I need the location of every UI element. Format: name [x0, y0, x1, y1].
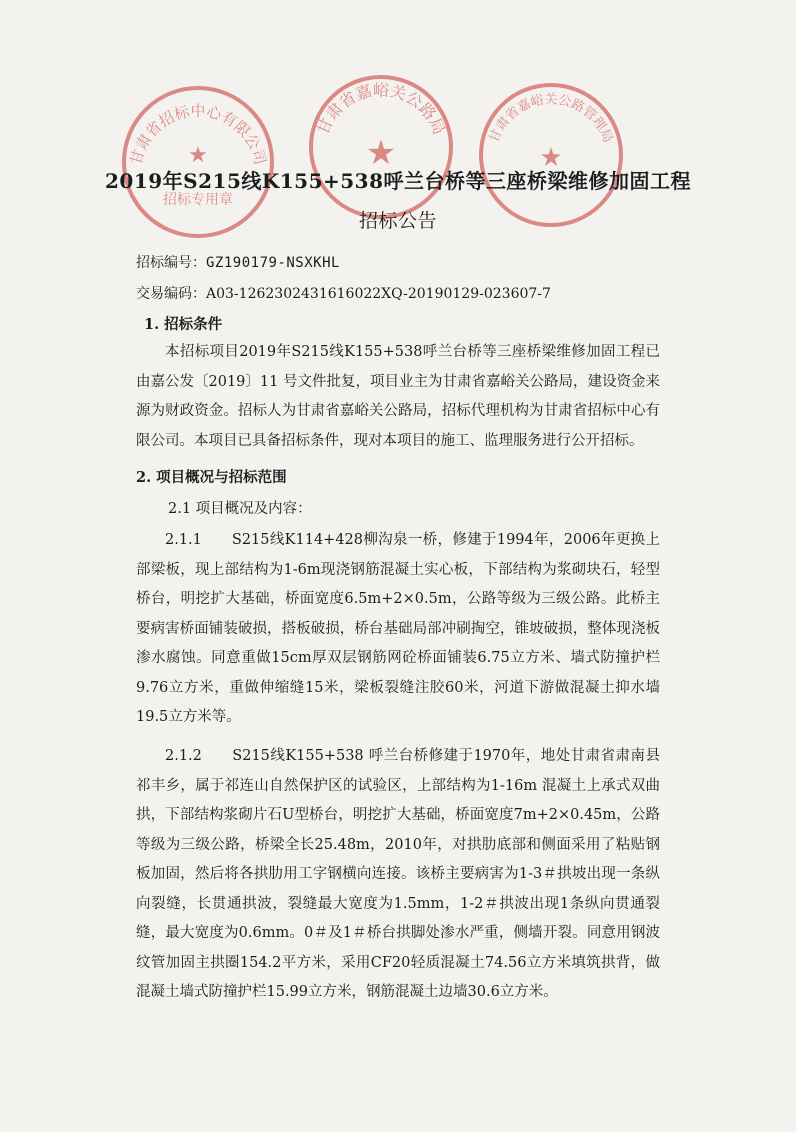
bid-number-label: 招标编号：	[136, 255, 206, 271]
section-1-heading: 1. 招标条件	[144, 316, 223, 333]
stamp1-sub-text: 招标专用章	[163, 192, 233, 208]
section-2-1-1-body: 2.1.1 S215线K114+428柳沟泉一桥，修建于1994年，2006年更换上部梁板，现上部结构为1-6m现浇钢筋混凝土实心板，下部结构为浆砌块石，轻型桥台，明挖扩大基础，桥面宽度6.5m+2×0.5m，公路等级为三级公路。此桥主要病害桥面铺装破损，搭板破损，桥台基础局部冲刷掏空，锥坡破损，整体现浇板渗水腐蚀。同意重做15cm厚双层钢筋网砼桥面铺装6.75立方米、墙式防撞护栏9.76立方米，重做伸缩缝15米，梁板裂缝注胶60米，河道下游做混凝土抑水墙19.5立方米等。	[136, 532, 660, 725]
trade-code-value: A03-1262302431616022XQ-20190129-023607-7	[206, 286, 551, 302]
svg-text:★: ★	[365, 133, 397, 173]
trade-code-line	[136, 283, 551, 303]
svg-text:★: ★	[188, 143, 208, 168]
stamp2-arc-text: 甘肃省嘉峪关公路局	[312, 80, 450, 138]
stamp3-arc-text: 甘肃省嘉峪关公路管理局	[486, 92, 616, 145]
svg-text:甘肃省嘉峪关公路局	[313, 80, 449, 137]
section-2-1-2-body: 2.1.2 S215线K155+538 呼兰台桥修建于1970年，地处甘肃省肃南县祁丰乡，属于祁连山自然保护区的试验区，上部结构为1-16m 混凝土上承式双曲拱，下部结构浆砌片石U型桥台，明挖扩大基础，桥面宽度7m+2×0.45m，公路等级为三级公路，桥梁全长25.48m，2010年，对拱肋底部和侧面采用了粘贴钢板加固，然后将各拱肋用工字钢横向连接。该桥主要病害为1-3＃拱坡出现一条纵向裂缝，长贯通拱波，裂缝最大宽度为1.5mm，1-2＃拱波出现1条纵向贯通裂缝，最大宽度为0.6mm。0＃及1＃桥台拱脚处渗水严重，侧墙开裂。同意用钢波纹管加固主拱圈154.2平方米，采用CF20轻质混凝土74.56立方米填筑拱背，做混凝土墙式防撞护栏15.99立方米，钢筋混凝土边墙30.6立方米。	[136, 748, 660, 1000]
document-subtitle: 招标公告	[358, 210, 437, 232]
highway-bureau-seal	[306, 72, 456, 222]
section-2-heading: 2. 项目概况与招标范围	[136, 469, 287, 486]
stamp1-arc-text: 甘肃省招标中心有限公司	[126, 101, 270, 167]
svg-text:★: ★	[539, 143, 563, 173]
bid-number-value: GZ190179-NSXKHL	[206, 255, 340, 271]
section-2-1-heading: 2.1 项目概况及内容：	[168, 501, 312, 517]
section-1-body: 本招标项目2019年S215线K155+538呼兰台桥等三座桥梁维修加固工程已由嘉公发〔2019〕11 号文件批复，项目业主为甘肃省嘉峪关公路局，建设资金来源为财政资金。招标人为甘肃省嘉峪关公路局，招标代理机构为甘肃省招标中心有限公司。本项目已具备招标条件，现对本项目的施工、监理服务进行公开招标。	[136, 344, 660, 449]
bid-number-line	[136, 252, 340, 272]
trade-code-label: 交易编码：	[136, 286, 206, 302]
document-title: 2019年S215线K155+538呼兰台桥等三座桥梁维修加固工程	[105, 169, 691, 193]
